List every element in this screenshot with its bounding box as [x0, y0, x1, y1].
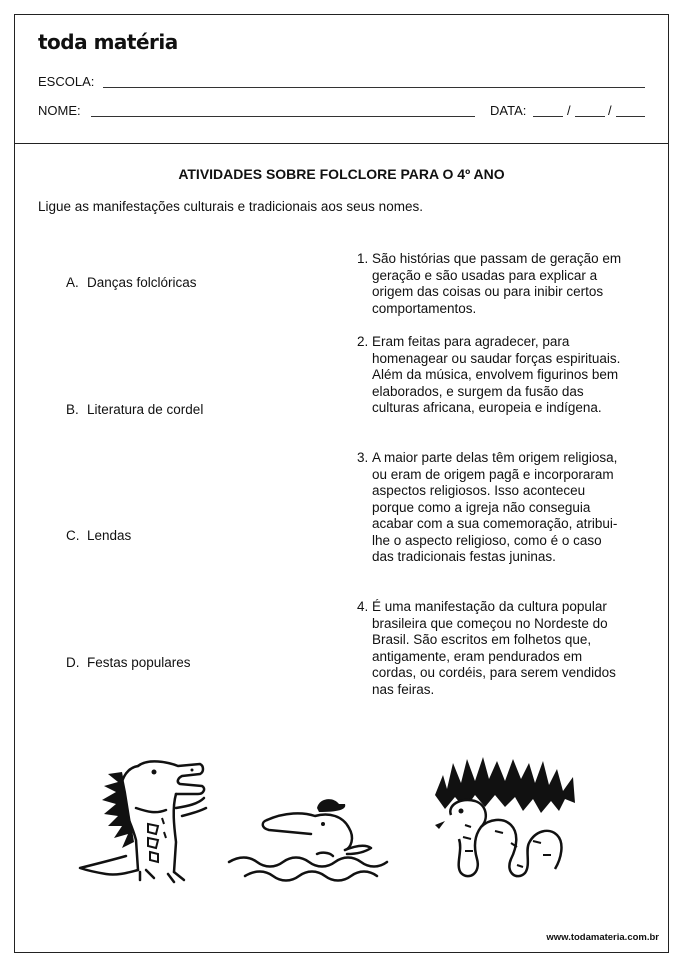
date-day-field[interactable]	[533, 116, 563, 117]
option-letter: B.	[66, 402, 79, 417]
option-letter: C.	[66, 528, 80, 543]
description-number: 2.	[357, 334, 369, 349]
footer-url[interactable]: www.todamateria.com.br	[546, 932, 659, 943]
name-field[interactable]	[91, 116, 475, 117]
school-label: ESCOLA:	[38, 74, 95, 89]
option-d[interactable]	[66, 655, 191, 670]
alligator-illustration	[78, 752, 213, 887]
option-label: Danças folclóricas	[87, 275, 197, 290]
name-label: NOME:	[38, 103, 81, 118]
option-a[interactable]	[66, 275, 197, 290]
description-text: É uma manifestação da cultura popular brasileira que começou no Nordeste do Brasil. São escritos em folhetos que, antigamente, eram pendurados em cordas, ou cordéis, para serem vendidos nas feiras.	[372, 599, 616, 697]
option-letter: A.	[66, 275, 79, 290]
dolphin-illustration	[225, 790, 400, 885]
option-letter: D.	[66, 655, 80, 670]
description-number: 3.	[357, 450, 369, 465]
date-year-field[interactable]	[616, 116, 645, 117]
description-text: Eram feitas para agradecer, para homenagear ou saudar forças espirituais. Além da música, envolvem figurinos bem elaborados, e surgem da fusão das culturas africana, europeia e indígena.	[372, 334, 621, 415]
instruction-text: Ligue as manifestações culturais e tradicionais aos seus nomes.	[38, 199, 423, 214]
date-separator: /	[567, 103, 571, 118]
description-3[interactable]	[357, 450, 627, 566]
description-4[interactable]	[357, 599, 627, 698]
description-1[interactable]	[357, 251, 627, 317]
option-label: Literatura de cordel	[87, 402, 204, 417]
date-label: DATA:	[490, 103, 527, 118]
page-title: ATIVIDADES SOBRE FOLCLORE PARA O 4º ANO	[178, 166, 505, 182]
option-c[interactable]	[66, 528, 131, 543]
option-b[interactable]	[66, 402, 203, 417]
option-label: Lendas	[87, 528, 132, 543]
description-number: 4.	[357, 599, 369, 614]
header-divider	[14, 143, 669, 144]
description-text: A maior parte delas têm origem religiosa, ou eram de origem pagã e incorporaram aspectos religiosos. Isso aconteceu porque como a igreja não conseguia acabar com a sua comemoração, atribui-lhe o aspecto religioso, como é o caso das tradicionais festas juninas.	[372, 450, 618, 564]
description-2[interactable]	[357, 334, 627, 417]
option-label: Festas populares	[87, 655, 191, 670]
description-number: 1.	[357, 251, 369, 266]
fire-serpent-illustration	[425, 755, 585, 890]
date-month-field[interactable]	[575, 116, 605, 117]
date-separator: /	[608, 103, 612, 118]
description-text: São histórias que passam de geração em geração e são usadas para explicar a origem das coisas ou para inibir certos comportamentos.	[372, 251, 622, 316]
logo: toda matéria	[38, 30, 178, 54]
school-field[interactable]	[103, 87, 645, 88]
